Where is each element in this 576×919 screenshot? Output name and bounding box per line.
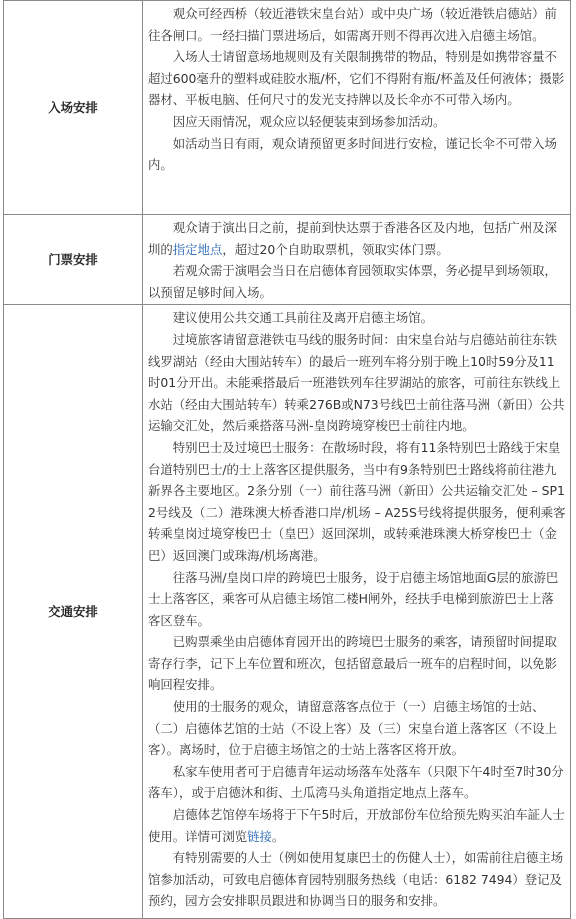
paragraph-text: 因应天雨情况，观众应以轻便装束到场参加活动。 xyxy=(172,113,446,129)
paragraph-text: 特别巴士及过境巴士服务：在散场时段，将有11条特别巴士路线于宋皇台道特别巴士/的士上落客区提供服务，当中有9条特别巴士路线将前往港九新界各主要地区。2条分别（一）前往落马洲（新田）公共运输交汇处 – SP12号线及（二）港珠澳大桥香港口岸/机场 – A25S号线将提供服务，便利乘客转乘皇岗过境穿梭巴士（皇巴）返回深圳，或转乘港珠澳大桥穿梭巴士（金巴）返回澳门或珠海/机场离港。 xyxy=(148,439,566,563)
paragraph xyxy=(148,567,566,632)
row-content-entry xyxy=(143,1,571,215)
paragraph xyxy=(148,111,566,133)
arrangement-table xyxy=(3,0,571,919)
paragraph xyxy=(148,761,566,804)
paragraph-text: 建议使用公共交通工具前往及离开启德主场馆。 xyxy=(172,310,433,326)
paragraph-text: 若观众需于演唱会当日在启德体育园领取实体票，务必提早到场领取，以预留足够时间入场。 xyxy=(148,263,557,300)
paragraph-text: 观众请于演出日之前，提前到快达票于香港各区及内地，包括广州及深圳的 xyxy=(148,220,557,257)
paragraph xyxy=(148,133,566,176)
paragraph xyxy=(148,804,566,847)
paragraph-text-after-link: ，超过20个自助取票机，领取实体门票。 xyxy=(222,241,449,257)
paragraph-text: 如活动当日有雨，观众请预留更多时间进行安检，谨记长伞不可带入场内。 xyxy=(148,135,557,173)
paragraph xyxy=(148,437,566,567)
row-content-ticket xyxy=(143,215,571,305)
paragraph-text: 观众可经西桥（较近港铁宋皇台站）或中央广场（较近港铁启德站）前往各闸口。一经扫描门票进场后，如需离开则不得再次进入启德主场馆。 xyxy=(148,6,557,43)
paragraph-text: 私家车使用者可于启德青年运动场落车处落车（只限下午4时至7时30分落车），或于启德沐和街、土瓜湾马头角道指定地点上落车。 xyxy=(148,763,564,801)
paragraph-text: 过境旅客请留意港铁屯马线的服务时间：由宋皇台站与启德站前往东铁线罗湖站（经由大围站转车）的最后一班列车将分别于晚上10时59分及11时01分开出。未能乘搭最后一班港铁列车往罗湖站的旅客，可前往东铁线上水站（经由大围站转车）转乘276B或N73号线巴士前往落马洲（新田）公共运输交汇处，然后乘搭落马洲-皇岗跨境穿梭巴士前往内地。 xyxy=(148,331,565,434)
row-label-ticket: 门票安排 xyxy=(4,215,143,305)
paragraph xyxy=(148,631,566,696)
inline-link[interactable]: 链接 xyxy=(247,828,272,844)
paragraph-text: 启德体艺馆停车场将于下午5时后，开放部份车位给预先购买泊车証人士使用。详情可浏览 xyxy=(148,807,565,844)
row-label-transport: 交通安排 xyxy=(4,305,143,919)
paragraph-text: 入场人士请留意场地规则及有关限制携带的物品，特别是如携带容量不超过600毫升的塑料或硅胶水瓶/杯，它们不得附有瓶/杯盖及任何液体；摄影器材、平板电脑、任何尺寸的发光支持牌以及长伞亦不可带入场内。 xyxy=(148,49,565,108)
paragraph-text: 有特别需要的人士（例如使用复康巴士的伤健人士），如需前往启德主场馆参加活动，可致电启德体育园特别服务热线（电话：6182 7494）登记及预约，园方会安排职员跟进和协调当日的服务和安排。 xyxy=(148,850,564,909)
paragraph-text: 往落马洲/皇岗口岸的跨境巴士服务，设于启德主场馆地面G层的旅游巴士上落客区，乘客可从启德主场馆二楼H闸外，经扶手电梯到旅游巴士上落客区登车。 xyxy=(148,569,559,628)
inline-link[interactable]: 指定地点 xyxy=(172,241,223,257)
row-label-entry: 入场安排 xyxy=(4,1,143,215)
paragraph xyxy=(148,260,566,303)
paragraph-text: 已购票乘坐由启德体育园开出的跨境巴士服务的乘客，请预留时间提取寄存行李，记下上车位置和班次，包括留意最后一班车的启程时间，以免影响回程安排。 xyxy=(148,634,557,693)
paragraph xyxy=(148,307,566,329)
paragraph xyxy=(148,46,566,111)
paragraph xyxy=(148,696,566,761)
table-row-transport xyxy=(4,305,571,919)
paragraph xyxy=(148,217,566,260)
paragraph-text: 使用的士服务的观众，请留意落客点位于（一）启德主场馆的士站、（二）启德体艺馆的士站（不设上客）及（三）宋皇台道上落客区（不设上客）。离场时，位于启德主场馆之的士站上落客区将开放。 xyxy=(148,699,557,758)
paragraph xyxy=(148,329,566,437)
table-row-ticket xyxy=(4,215,571,305)
paragraph-text-after-link: 。 xyxy=(271,828,285,844)
row-content-transport xyxy=(143,305,571,919)
paragraph xyxy=(148,3,566,46)
paragraph xyxy=(148,847,566,912)
table-row-entry xyxy=(4,1,571,215)
